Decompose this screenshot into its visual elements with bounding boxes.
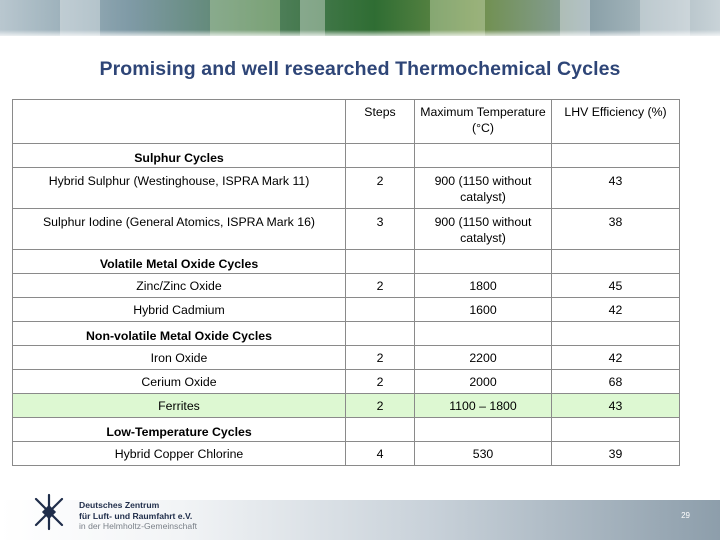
table-row bbox=[13, 298, 680, 322]
logo-line-2: für Luft- und Raumfahrt e.V. bbox=[79, 510, 193, 521]
cycle-lhv: 43 bbox=[552, 394, 680, 418]
cycle-steps: 4 bbox=[346, 442, 415, 466]
cycle-steps: 2 bbox=[346, 168, 415, 209]
cycle-name: Hybrid Copper Chlorine bbox=[13, 442, 346, 466]
cycle-max-temp: 1800 bbox=[415, 274, 552, 298]
cycle-lhv: 45 bbox=[552, 274, 680, 298]
cycle-lhv: 38 bbox=[552, 209, 680, 250]
table-row-highlighted bbox=[13, 394, 680, 418]
dlr-logo-icon bbox=[30, 493, 68, 531]
cycle-name: Hybrid Sulphur (Westinghouse, ISPRA Mark 11) bbox=[13, 168, 346, 209]
table-row bbox=[13, 442, 680, 466]
table-row bbox=[13, 168, 680, 209]
cycle-lhv: 42 bbox=[552, 298, 680, 322]
table-row bbox=[13, 370, 680, 394]
cycle-max-temp: 900 (1150 without catalyst) bbox=[415, 209, 552, 250]
cycle-steps bbox=[346, 298, 415, 322]
cycle-lhv: 43 bbox=[552, 168, 680, 209]
cycle-max-temp: 530 bbox=[415, 442, 552, 466]
cycle-lhv: 39 bbox=[552, 442, 680, 466]
group-name: Volatile Metal Oxide Cycles bbox=[13, 250, 346, 274]
header-cell-steps: Steps bbox=[346, 100, 415, 144]
group-name: Low-Temperature Cycles bbox=[13, 418, 346, 442]
group-row-volatile-metal-oxide bbox=[13, 250, 680, 274]
cycle-steps: 2 bbox=[346, 346, 415, 370]
group-row-non-volatile-metal-oxide bbox=[13, 322, 680, 346]
cycle-max-temp: 900 (1150 without catalyst) bbox=[415, 168, 552, 209]
page-number: 29 bbox=[681, 511, 690, 520]
logo-line-1: Deutsches Zentrum bbox=[79, 500, 160, 510]
header-cell-lhv-efficiency: LHV Efficiency (%) bbox=[552, 100, 680, 144]
cycle-max-temp: 2000 bbox=[415, 370, 552, 394]
table-row bbox=[13, 346, 680, 370]
cycle-steps: 2 bbox=[346, 370, 415, 394]
cycle-max-temp: 1600 bbox=[415, 298, 552, 322]
header-cell-max-temperature: Maximum Temperature (°C) bbox=[415, 100, 552, 144]
cycle-name: Sulphur Iodine (General Atomics, ISPRA Mark 16) bbox=[13, 209, 346, 250]
thermochemical-cycles-table bbox=[12, 99, 680, 466]
cycle-name: Hybrid Cadmium bbox=[13, 298, 346, 322]
cycle-name: Ferrites bbox=[13, 394, 346, 418]
group-row-low-temperature bbox=[13, 418, 680, 442]
cycle-lhv: 42 bbox=[552, 346, 680, 370]
cycle-steps: 2 bbox=[346, 394, 415, 418]
cycle-steps: 3 bbox=[346, 209, 415, 250]
cycle-max-temp: 1100 – 1800 bbox=[415, 394, 552, 418]
header-cell-name bbox=[13, 100, 346, 144]
cycle-name: Iron Oxide bbox=[13, 346, 346, 370]
table-header-row bbox=[13, 100, 680, 144]
slide-title: Promising and well researched Thermochemical Cycles bbox=[99, 58, 621, 80]
cycle-lhv: 68 bbox=[552, 370, 680, 394]
dlr-logo-text bbox=[79, 500, 197, 532]
cycle-max-temp: 2200 bbox=[415, 346, 552, 370]
table-row bbox=[13, 209, 680, 250]
group-name: Non-volatile Metal Oxide Cycles bbox=[13, 322, 346, 346]
cycle-name: Zinc/Zinc Oxide bbox=[13, 274, 346, 298]
group-name: Sulphur Cycles bbox=[13, 144, 346, 168]
table-row bbox=[13, 274, 680, 298]
banner-fade bbox=[0, 30, 720, 38]
logo-line-3: in der Helmholtz-Gemeinschaft bbox=[79, 521, 197, 531]
cycle-steps: 2 bbox=[346, 274, 415, 298]
group-row-sulphur bbox=[13, 144, 680, 168]
cycle-name: Cerium Oxide bbox=[13, 370, 346, 394]
